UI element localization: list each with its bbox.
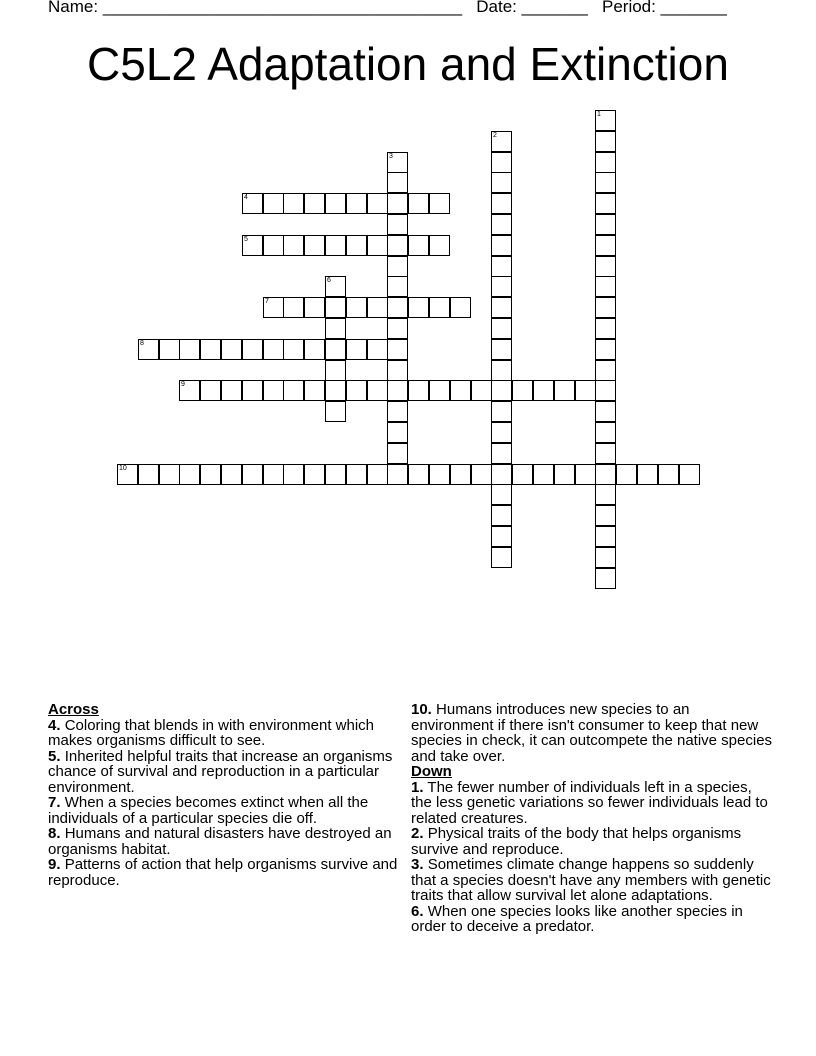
- grid-cell[interactable]: [595, 172, 616, 193]
- date-label: Date:: [476, 0, 517, 16]
- across-clue-9: [48, 857, 398, 888]
- grid-cell[interactable]: [554, 380, 575, 401]
- grid-cell[interactable]: [616, 464, 637, 485]
- grid-cell[interactable]: [304, 235, 325, 256]
- across-clue-8: [48, 826, 398, 857]
- cell-number: 9: [181, 381, 185, 388]
- clue-number: 2.: [411, 825, 424, 842]
- grid-cell[interactable]: [200, 464, 221, 485]
- grid-cell[interactable]: [283, 339, 304, 360]
- clue-number: 9.: [48, 856, 61, 873]
- grid-cell[interactable]: [491, 526, 512, 547]
- clue-text: Inherited helpful traits that increase an organisms chance of survival and reproduction in a particular environment.: [48, 747, 393, 796]
- period-label: Period:: [602, 0, 656, 16]
- across-clue-7: [48, 795, 398, 826]
- grid-cell[interactable]: [263, 193, 284, 214]
- grid-cell[interactable]: [595, 526, 616, 547]
- grid-cell[interactable]: [595, 193, 616, 214]
- clue-text: Physical traits of the body that helps organisms survive and reproduce.: [411, 825, 742, 858]
- grid-cell[interactable]: [325, 401, 346, 422]
- clue-number: 7.: [48, 794, 61, 811]
- grid-cell[interactable]: [346, 380, 367, 401]
- grid-cell[interactable]: [346, 193, 367, 214]
- grid-cell[interactable]: [367, 339, 388, 360]
- grid-cell[interactable]: [554, 464, 575, 485]
- grid-cell[interactable]: [325, 235, 346, 256]
- grid-cell[interactable]: [429, 193, 450, 214]
- date-field[interactable]: _______: [521, 0, 588, 16]
- clue-number: 6.: [411, 902, 424, 920]
- grid-cell[interactable]: [429, 464, 450, 485]
- grid-cell[interactable]: [429, 235, 450, 256]
- grid-cell[interactable]: [221, 464, 242, 485]
- grid-cell[interactable]: [221, 380, 242, 401]
- grid-cell[interactable]: [242, 464, 263, 485]
- grid-cell[interactable]: [491, 360, 512, 381]
- grid-cell[interactable]: [491, 484, 512, 505]
- grid-cell[interactable]: [491, 380, 512, 401]
- cell-number: 2: [493, 132, 497, 139]
- down-clue-3: [411, 857, 776, 904]
- grid-cell[interactable]: [387, 422, 408, 443]
- grid-cell[interactable]: [325, 276, 346, 297]
- grid-cell[interactable]: [242, 193, 263, 214]
- grid-cell[interactable]: [595, 422, 616, 443]
- grid-cell[interactable]: [637, 464, 658, 485]
- grid-cell[interactable]: [491, 318, 512, 339]
- puzzle-title: C5L2 Adaptation and Extinction: [87, 38, 729, 90]
- clue-text: Patterns of action that help organisms survive and reproduce.: [48, 856, 398, 889]
- clue-text: The fewer number of individuals left in a species, the less genetic variations so fewer individuals lead to related creatures.: [411, 778, 768, 827]
- grid-cell[interactable]: [304, 380, 325, 401]
- grid-cell[interactable]: [595, 256, 616, 277]
- grid-cell[interactable]: [491, 214, 512, 235]
- grid-cell[interactable]: [387, 380, 408, 401]
- grid-cell[interactable]: [595, 235, 616, 256]
- grid-cell[interactable]: [304, 297, 325, 318]
- grid-cell[interactable]: [242, 339, 263, 360]
- grid-cell[interactable]: [595, 152, 616, 173]
- grid-cell[interactable]: [595, 110, 616, 131]
- grid-cell[interactable]: [595, 318, 616, 339]
- down-clue-6: [411, 904, 776, 935]
- grid-cell[interactable]: [387, 318, 408, 339]
- grid-cell[interactable]: [679, 464, 700, 485]
- grid-cell[interactable]: [595, 505, 616, 526]
- grid-cell[interactable]: [595, 380, 616, 401]
- grid-cell[interactable]: [471, 464, 492, 485]
- period-field[interactable]: _______: [660, 0, 727, 16]
- grid-cell[interactable]: [325, 318, 346, 339]
- grid-cell[interactable]: [179, 464, 200, 485]
- grid-cell[interactable]: [575, 380, 596, 401]
- grid-cell[interactable]: [346, 464, 367, 485]
- grid-cell[interactable]: [325, 193, 346, 214]
- grid-cell[interactable]: [429, 297, 450, 318]
- grid-cell[interactable]: [179, 339, 200, 360]
- grid-cell[interactable]: [471, 380, 492, 401]
- grid-cell[interactable]: [138, 339, 159, 360]
- grid-cell[interactable]: [263, 339, 284, 360]
- grid-cell[interactable]: [325, 360, 346, 381]
- grid-cell[interactable]: [263, 464, 284, 485]
- clue-text: Humans and natural disasters have destroyed an organisms habitat.: [48, 825, 392, 858]
- grid-cell[interactable]: [367, 464, 388, 485]
- grid-cell[interactable]: [387, 256, 408, 277]
- grid-cell[interactable]: [491, 401, 512, 422]
- grid-cell[interactable]: [283, 193, 304, 214]
- cell-number: 1: [597, 111, 601, 118]
- grid-cell[interactable]: [408, 297, 429, 318]
- grid-cell[interactable]: [450, 297, 471, 318]
- grid-cell[interactable]: [491, 297, 512, 318]
- grid-cell[interactable]: [387, 172, 408, 193]
- grid-cell[interactable]: [387, 214, 408, 235]
- grid-cell[interactable]: [491, 235, 512, 256]
- grid-cell[interactable]: [325, 339, 346, 360]
- grid-cell[interactable]: [491, 443, 512, 464]
- clue-number: 3.: [411, 856, 424, 873]
- grid-cell[interactable]: [512, 464, 533, 485]
- grid-cell[interactable]: [325, 380, 346, 401]
- cell-number: 6: [327, 277, 331, 284]
- name-label: Name:: [48, 0, 99, 16]
- grid-cell[interactable]: [367, 235, 388, 256]
- grid-cell[interactable]: [283, 235, 304, 256]
- grid-cell[interactable]: [367, 380, 388, 401]
- grid-cell[interactable]: [408, 464, 429, 485]
- grid-cell[interactable]: [491, 547, 512, 568]
- cell-number: 5: [244, 236, 248, 243]
- grid-cell[interactable]: [179, 380, 200, 401]
- grid-cell[interactable]: [429, 380, 450, 401]
- across-clue-5: [48, 749, 398, 796]
- grid-cell[interactable]: [387, 360, 408, 381]
- grid-cell[interactable]: [658, 464, 679, 485]
- down-clue-2: [411, 826, 776, 857]
- grid-cell[interactable]: [304, 193, 325, 214]
- grid-cell[interactable]: [325, 464, 346, 485]
- grid-cell[interactable]: [159, 464, 180, 485]
- grid-cell[interactable]: [242, 380, 263, 401]
- clue-number: 5.: [48, 747, 61, 765]
- grid-cell[interactable]: [138, 464, 159, 485]
- grid-cell[interactable]: [491, 464, 512, 485]
- grid-cell[interactable]: [491, 172, 512, 193]
- grid-cell[interactable]: [450, 464, 471, 485]
- grid-cell[interactable]: [387, 193, 408, 214]
- name-field[interactable]: ______________________________________: [102, 0, 463, 16]
- grid-cell[interactable]: [304, 464, 325, 485]
- grid-cell[interactable]: [491, 422, 512, 443]
- cell-number: 3: [389, 153, 393, 160]
- clue-number: 4.: [48, 716, 61, 734]
- grid-cell[interactable]: [595, 401, 616, 422]
- cell-number: 7: [265, 298, 269, 305]
- clue-text: Humans introduces new species to an environment if there isn't consumer to keep that new species in check, it can outcompete the native species and take over.: [411, 701, 773, 765]
- grid-cell[interactable]: [533, 464, 554, 485]
- across-heading: Across: [48, 701, 99, 718]
- across-clue-10: [411, 702, 776, 764]
- grid-cell[interactable]: [595, 276, 616, 297]
- grid-cell[interactable]: [346, 297, 367, 318]
- grid-cell[interactable]: [595, 360, 616, 381]
- grid-cell[interactable]: [595, 297, 616, 318]
- down-heading: Down: [411, 763, 452, 780]
- grid-cell[interactable]: [387, 276, 408, 297]
- grid-cell[interactable]: [263, 297, 284, 318]
- clue-number: 1.: [411, 778, 424, 796]
- grid-cell[interactable]: [512, 380, 533, 401]
- grid-cell[interactable]: [387, 235, 408, 256]
- grid-cell[interactable]: [387, 339, 408, 360]
- grid-cell[interactable]: [450, 380, 471, 401]
- grid-cell[interactable]: [533, 380, 554, 401]
- grid-cell[interactable]: [367, 193, 388, 214]
- clues-left-column: [48, 702, 398, 888]
- grid-cell[interactable]: [408, 193, 429, 214]
- grid-cell[interactable]: [367, 297, 388, 318]
- grid-cell[interactable]: [491, 152, 512, 173]
- grid-cell[interactable]: [387, 443, 408, 464]
- cell-number: 4: [244, 194, 248, 201]
- grid-cell[interactable]: [283, 464, 304, 485]
- clue-text: Sometimes climate change happens so suddenly that a species doesn't have any members with genetic traits that allow survival let alone adaptations.: [411, 856, 771, 904]
- grid-cell[interactable]: [304, 339, 325, 360]
- grid-cell[interactable]: [387, 297, 408, 318]
- grid-cell[interactable]: [595, 484, 616, 505]
- grid-cell[interactable]: [283, 297, 304, 318]
- grid-cell[interactable]: [408, 380, 429, 401]
- grid-cell[interactable]: [263, 235, 284, 256]
- grid-cell[interactable]: [491, 131, 512, 152]
- grid-cell[interactable]: [491, 256, 512, 277]
- grid-cell[interactable]: [387, 401, 408, 422]
- clue-text: Coloring that blends in with environment which makes organisms difficult to see.: [48, 716, 375, 749]
- grid-cell[interactable]: [325, 297, 346, 318]
- grid-cell[interactable]: [595, 339, 616, 360]
- grid-cell[interactable]: [491, 505, 512, 526]
- grid-cell[interactable]: [159, 339, 180, 360]
- clues-right-column: [411, 702, 776, 935]
- grid-cell[interactable]: [575, 464, 596, 485]
- grid-cell[interactable]: [200, 339, 221, 360]
- clue-number: 10.: [411, 701, 432, 718]
- grid-cell[interactable]: [491, 339, 512, 360]
- grid-cell[interactable]: [595, 131, 616, 152]
- grid-cell[interactable]: [200, 380, 221, 401]
- grid-cell[interactable]: [408, 235, 429, 256]
- grid-cell[interactable]: [595, 443, 616, 464]
- grid-cell[interactable]: [387, 464, 408, 485]
- clue-text: When one species looks like another species in order to deceive a predator.: [411, 902, 743, 935]
- grid-cell[interactable]: [283, 380, 304, 401]
- grid-cell[interactable]: [595, 464, 616, 485]
- clue-text: When a species becomes extinct when all the individuals of a particular species die off.: [48, 794, 369, 827]
- clue-number: 8.: [48, 825, 61, 842]
- grid-cell[interactable]: [221, 339, 242, 360]
- grid-cell[interactable]: [117, 464, 138, 485]
- grid-cell[interactable]: [242, 235, 263, 256]
- grid-cell[interactable]: [346, 339, 367, 360]
- cell-number: 8: [140, 340, 144, 347]
- grid-cell[interactable]: [346, 235, 367, 256]
- grid-cell[interactable]: [595, 214, 616, 235]
- grid-cell[interactable]: [491, 193, 512, 214]
- grid-cell[interactable]: [263, 380, 284, 401]
- grid-cell[interactable]: [595, 547, 616, 568]
- grid-cell[interactable]: [595, 568, 616, 589]
- across-clue-4: [48, 718, 398, 749]
- down-clue-1: [411, 780, 776, 827]
- cell-number: 10: [119, 465, 127, 472]
- grid-cell[interactable]: [387, 152, 408, 173]
- grid-cell[interactable]: [491, 276, 512, 297]
